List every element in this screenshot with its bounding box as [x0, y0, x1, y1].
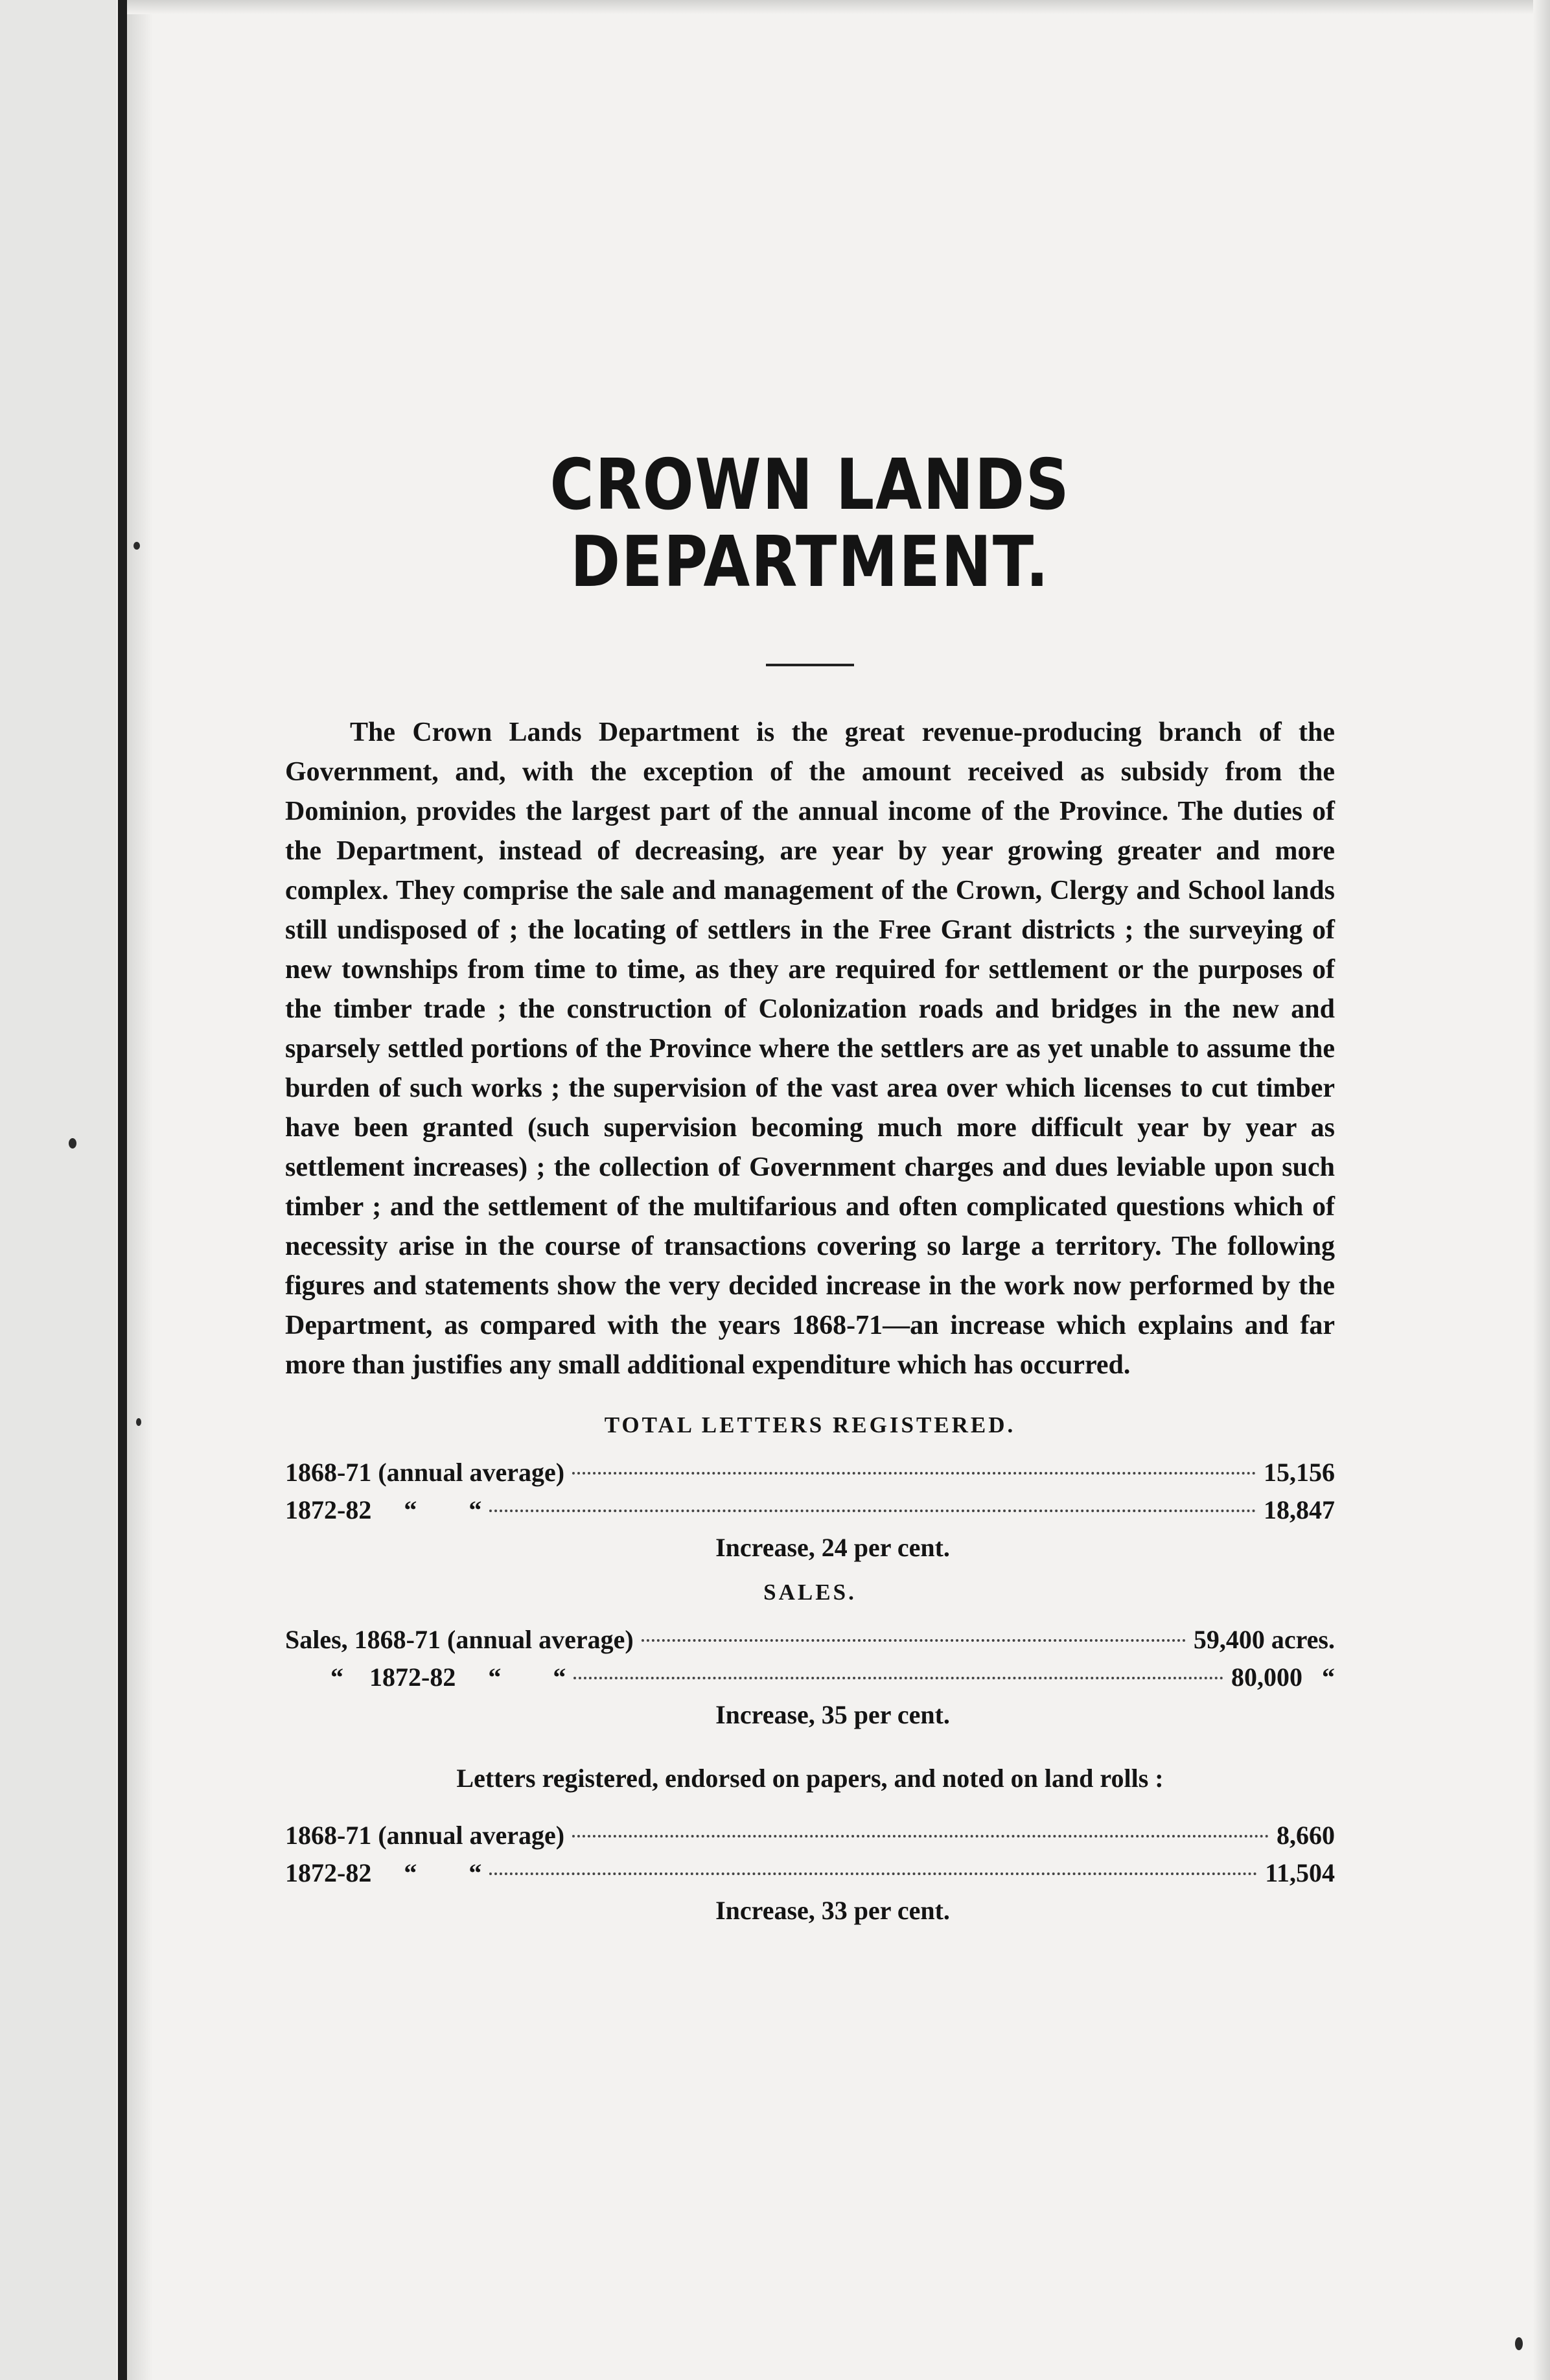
increase-note: Increase, 33 per cent.	[715, 1895, 950, 1925]
table-row	[285, 1817, 1335, 1854]
table-row	[285, 1659, 1335, 1696]
letters-registered-table	[285, 1454, 1335, 1567]
right-page-edge	[1533, 0, 1550, 2380]
title-divider	[766, 664, 854, 666]
row-value: 15,156	[1264, 1457, 1335, 1487]
binding-gutter	[118, 0, 127, 2380]
row-value: 59,400 acres.	[1193, 1624, 1335, 1654]
row-value: 11,504	[1265, 1858, 1335, 1887]
table-row	[285, 1491, 1335, 1529]
gutter-shadow	[127, 0, 153, 2380]
table-row	[285, 1621, 1335, 1659]
dot-leader	[572, 1472, 1256, 1475]
sales-table	[285, 1621, 1335, 1734]
scan-speck	[136, 1418, 141, 1426]
row-value: 8,660	[1277, 1820, 1335, 1850]
dot-leader	[489, 1872, 1257, 1875]
table-row	[285, 1454, 1335, 1491]
intro-paragraph: The Crown Lands Department is the great revenue-producing branch of the Government, and, with the exception of the amount received as subsidy from the Dominion, provides the largest part of the annual income of the Province. The duties of the Department, instead of decreasing, are year by year growing greater and more complex. They comprise the sale and management of the Crown, Clergy and School lands still undisposed of ; the locating of settlers in the Free Grant districts ; the surveying of new townships from time to time, as they are required for settlement or the purposes of the timber trade ; the construction of Colonization roads and bridges in the new and sparsely settled portions of the Province where the settlers are as yet unable to assume the burden of such works ; the supervision of the vast area over which licenses to cut timber have been granted (such supervision becoming much more difficult year by year as settlement increases) ; the collection of Government charges and dues leviable upon such timber ; and the settlement of the multifarious and often complicated questions which of necessity arise in the course of transactions covering so large a territory. The following figures and statements show the very decided increase in the work now performed by the Department, as compared with the years 1868-71—an increase which explains and far more than justifies any small additional expenditure which has occurred.	[285, 717, 1335, 1380]
row-value: 80,000 “	[1231, 1662, 1335, 1692]
row-label: 1872-82 “ “	[285, 1495, 482, 1524]
scan-speck	[69, 1138, 76, 1149]
dot-leader	[572, 1835, 1269, 1838]
table-row	[285, 1854, 1335, 1892]
page-title: CROWN LANDS DEPARTMENT.	[549, 445, 1070, 603]
sales-heading: SALES.	[763, 1579, 857, 1605]
top-edge-shadow	[127, 0, 1550, 14]
row-value: 18,847	[1264, 1495, 1335, 1524]
letters-endorsed-table	[285, 1817, 1335, 1930]
letters-registered-heading: TOTAL LETTERS REGISTERED.	[604, 1412, 1016, 1438]
scan-speck	[133, 542, 140, 550]
letters-endorsed-heading: Letters registered, endorsed on papers, and noted on land rolls :	[456, 1763, 1164, 1793]
scan-speck	[1515, 2337, 1523, 2350]
row-label: Sales, 1868-71 (annual average)	[285, 1624, 634, 1654]
row-label: 1868-71 (annual average)	[285, 1457, 565, 1487]
dot-leader	[573, 1677, 1223, 1679]
row-label: 1872-82 “ “	[285, 1858, 482, 1887]
increase-note: Increase, 24 per cent.	[715, 1532, 950, 1562]
row-label: 1868-71 (annual average)	[285, 1820, 565, 1850]
dot-leader	[489, 1510, 1256, 1512]
row-label: “ 1872-82 “ “	[330, 1662, 566, 1692]
document-page	[285, 447, 1335, 1930]
increase-note: Increase, 35 per cent.	[715, 1699, 950, 1729]
dot-leader	[642, 1639, 1186, 1642]
facing-page-margin	[0, 0, 117, 2380]
